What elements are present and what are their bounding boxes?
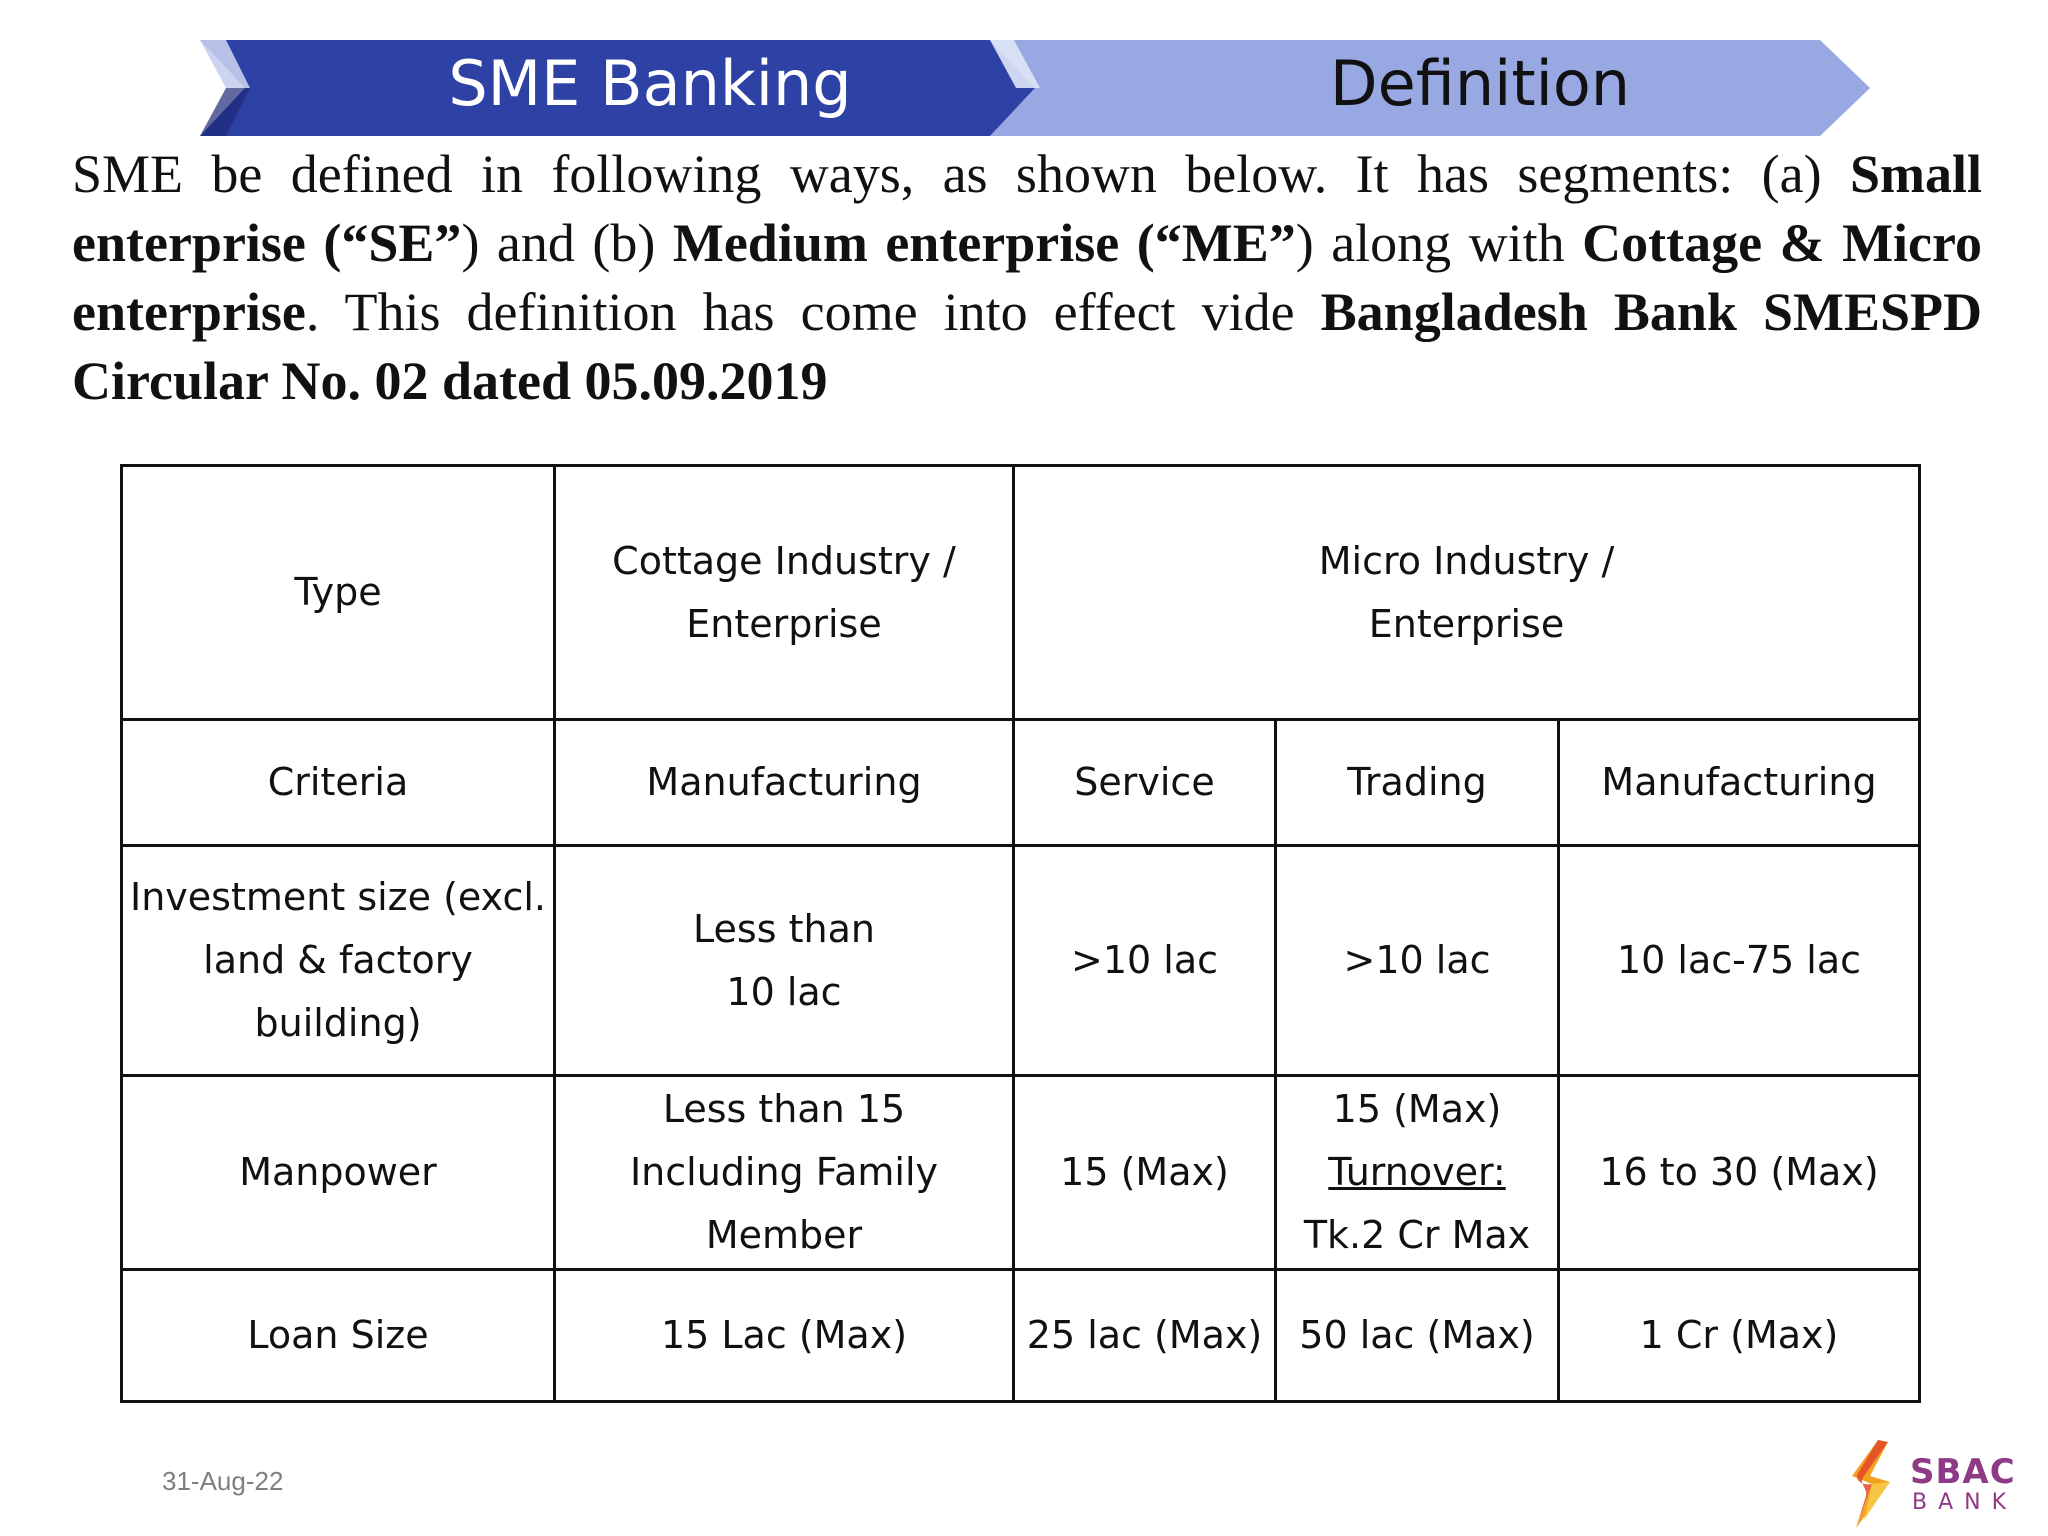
table-row-type (122, 466, 1920, 720)
cell-criteria-trading: Trading (1276, 720, 1559, 846)
sme-definition-table (120, 464, 1921, 1403)
micro-header-line-1: Micro Industry / (1318, 538, 1615, 583)
cell-investment-label (122, 846, 555, 1076)
cell-investment-cottage (555, 846, 1014, 1076)
table-row-manpower (122, 1076, 1920, 1270)
intro-bold-cottage-micro: Cottage & Micro enterprise (72, 213, 1983, 342)
investment-label-line-1: Investment size (excl. (130, 875, 546, 919)
cell-cottage-header (555, 466, 1014, 720)
cell-investment-manufacturing: 10 lac-75 lac (1559, 846, 1920, 1076)
cell-manpower-manufacturing: 16 to 30 (Max) (1559, 1076, 1920, 1270)
investment-label-line-2: land & factory (203, 938, 473, 982)
intro-text-2: ) and (b) (461, 213, 673, 273)
intro-bold-circular: Bangladesh Bank SMESPD Circular No. 02 dated 05.09.2019 (72, 282, 1982, 411)
intro-bold-small-enterprise: Small enterprise (“SE” (72, 144, 1982, 273)
investment-label-line-3: building) (254, 1001, 422, 1045)
intro-paragraph (72, 140, 1982, 416)
cell-micro-header (1014, 466, 1920, 720)
cell-criteria-service: Service (1014, 720, 1276, 846)
cell-type-label: Type (122, 466, 555, 720)
cell-loan-cottage: 15 Lac (Max) (555, 1270, 1014, 1402)
cell-loan-manufacturing: 1 Cr (Max) (1559, 1270, 1920, 1402)
cottage-header-line-2: Enterprise (686, 601, 882, 646)
table-row-criteria (122, 720, 1920, 846)
manpower-cottage-line-1: Less than 15 (662, 1087, 906, 1131)
cell-criteria-micro-manufacturing: Manufacturing (1559, 720, 1920, 846)
manpower-trading-line-3: Tk.2 Cr Max (1303, 1213, 1531, 1257)
intro-text-4: . This definition has come into effect vide (305, 282, 1321, 342)
cell-manpower-trading (1276, 1076, 1559, 1270)
sbac-logo-mark-icon (1838, 1436, 1908, 1532)
cell-criteria-cottage-manufacturing: Manufacturing (555, 720, 1014, 846)
cell-investment-trading: >10 lac (1276, 846, 1559, 1076)
table-row-investment (122, 846, 1920, 1076)
cell-manpower-label: Manpower (122, 1076, 555, 1270)
footer-date: 31-Aug-22 (162, 1466, 284, 1496)
cell-manpower-cottage (555, 1076, 1014, 1270)
intro-text-3: ) along with (1295, 213, 1583, 273)
cell-loan-label: Loan Size (122, 1270, 555, 1402)
cell-manpower-service: 15 (Max) (1014, 1076, 1276, 1270)
investment-cottage-line-1: Less than (693, 906, 875, 951)
cottage-header-line-1: Cottage Industry / (612, 538, 956, 583)
banner-title-sme-banking: SME Banking (448, 47, 852, 120)
intro-text-1: SME be defined in following ways, as shown below. It has segments: (a) (72, 144, 1850, 204)
intro-bold-medium-enterprise: Medium enterprise (“ME” (672, 213, 1296, 273)
manpower-cottage-line-3: Member (705, 1213, 863, 1257)
cell-loan-trading: 50 lac (Max) (1276, 1270, 1559, 1402)
banner-title-definition: Definition (1329, 47, 1631, 120)
header-banner (0, 0, 2048, 150)
cell-criteria-label: Criteria (122, 720, 555, 846)
sbac-bank-logo (1838, 1436, 2028, 1532)
manpower-trading-turnover: Turnover: (1328, 1150, 1506, 1194)
cell-loan-service: 25 lac (Max) (1014, 1270, 1276, 1402)
investment-cottage-line-2: 10 lac (726, 969, 842, 1014)
logo-sub-bank: BANK (1912, 1490, 2018, 1515)
table-row-loan-size (122, 1270, 1920, 1402)
manpower-trading-line-1: 15 (Max) (1332, 1087, 1502, 1131)
manpower-cottage-line-2: Including Family (629, 1150, 939, 1194)
logo-name-sbac: SBAC (1910, 1452, 2016, 1492)
cell-investment-service: >10 lac (1014, 846, 1276, 1076)
micro-header-line-2: Enterprise (1368, 601, 1565, 646)
